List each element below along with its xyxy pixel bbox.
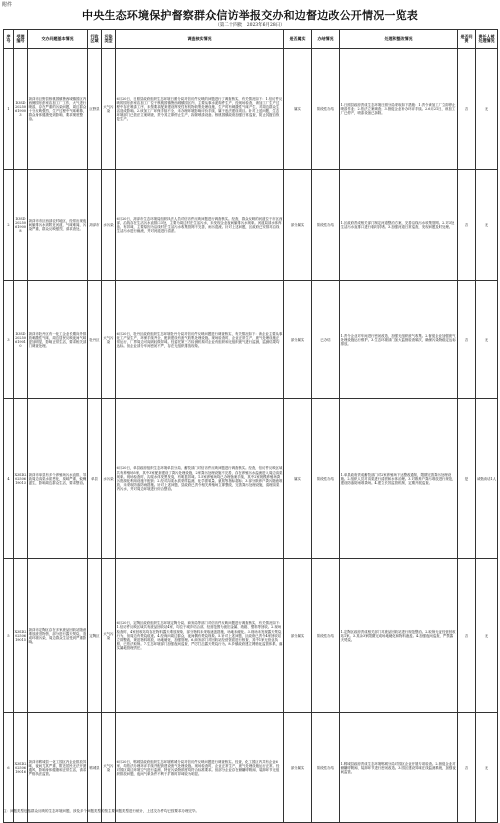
row-done: 已办结 <box>312 281 340 399</box>
row-survey: 6月20日，日照县政府组织生态环境日照分局对信访件反映的问题进行了调查核实，有关情况如下：1.信访件反映的园东彭家店加工厂位于核桃园镇鲁西城镇园区内，主要从事水泥构件生产，经现场检查，该加工厂生产过程中存在喷漆工序，未按要求配套建设挥发性有机物收集处理设施，生产时有刺激性气味产生，对周边群众生活造成影响。2.该加工厂环保手续不全，未办理环境影响评价手续，属于违法建设项目。针对上述问题，生态环境部门已依法立案调查，责令其立即停止生产，拆除喷漆设备。核桃园镇政府加强日常巡查，防止其擅自恢复生产。 <box>116 49 284 170</box>
row-area: 郓城县 <box>88 713 102 823</box>
row-person: 无 <box>476 559 498 713</box>
row-ptype: 大气污染 <box>102 559 116 713</box>
row-accountability: 否 <box>458 49 476 170</box>
table-row <box>4 713 498 823</box>
row-person: 无 <box>476 713 498 823</box>
row-handle: 1.郓城县政府责成生态环境郓城分局对园区企业开展专项检查。2.督促企业对储罐呼吸阀、装卸环节进行密闭改造。3.园区建设异味在线监测系统，加强夜间监管。 <box>340 713 458 823</box>
row-person: 诫勉谈话1人 <box>476 399 498 559</box>
col-header-area: 行政区域 <box>88 30 102 49</box>
row-true: 部分属实 <box>284 559 312 713</box>
row-id: X3SD20250619013 <box>14 399 28 559</box>
row-true: 部分属实 <box>284 713 312 823</box>
row-issue: 菏泽市市区西部农村地区，经常出现夜间偷排污水到附近河道，气味难闻，污染严重，群众反映强烈，请求查处。 <box>28 170 88 281</box>
attachment-tag: 附件 <box>2 2 13 8</box>
row-ptype: 大气污染 <box>102 49 116 170</box>
row-ptype: 水污染 <box>102 399 116 559</box>
col-header-true: 是否属实 <box>284 30 312 49</box>
table-row <box>4 559 498 713</box>
col-header-id: 受理编号 <box>14 30 28 49</box>
col-header-accountability: 是否问责 <box>458 30 476 49</box>
col-header-survey: 调查核实情况 <box>116 30 284 49</box>
row-ptype: 大气污染 <box>102 713 116 823</box>
row-ptype: 大气污染 <box>102 281 116 399</box>
row-handle: 1.区政府责成相关部门制定河道整治方案，完善沿线污水收集管网。2.对3处生活污水直排口进行临时封堵。3.加强河道日常巡查，发现问题及时处理。 <box>340 170 458 281</box>
row-id: D3SD20250619010 <box>14 281 28 399</box>
row-done: 阶段性办结 <box>312 713 340 823</box>
row-survey: 6月20日，定陶区政府组织生态环境定陶分局、商务局等部门对信访件反映问题进行调查核实，有关情况如下：1.信访件反映区域共有废品回收站4家，均位于城乡结合部，经营范围为废旧金属、纸箱、塑料等回收。2.现场检查时，4家回收站均存在物料露天堆放现象，部分物料未采取遮盖措施，场地未硬化。3.现场未发现露天焚烧行为，但周边有焚烧痕迹。4.经询问周边群众，夜间偶有焚烧现象。5.针对上述问题，区政府已责令4家回收站立即整改，规范物料堆放，场地硬化，加强管理。6.商务部门对回收站经营资质进行核查，其中1家无营业执照，已依法取缔。7.生态环境部门加强夜间巡查，严厉打击露天焚烧行为。8.乡镇政府建立网格化监管体系，落实属地管理责任。 <box>116 559 284 713</box>
row-id: X3SD20250619015 <box>14 559 28 713</box>
page-title: 中央生态环境保护督察群众信访举报交办和边督边改公开情况一览表 <box>82 9 418 22</box>
row-done: 阶段性办结 <box>312 559 340 713</box>
row-id: X3SD20250619016 <box>14 713 28 823</box>
row-person: 无 <box>476 170 498 281</box>
table-row <box>4 399 498 559</box>
col-header-type: 污染类型 <box>102 30 116 49</box>
row-true: 部分属实 <box>284 170 312 281</box>
row-area: 牡丹区 <box>88 281 102 399</box>
table-row <box>4 281 498 399</box>
table-header-row <box>4 30 498 49</box>
row-handle: 1.单县政府责成畜牧部门对2家养殖场下达整改通知，限期完善粪污处理设施。2.组织人员对沟渠进行清淤和水体治理。3.对散养户粪污堆放进行规范，建设防渗防雨堆粪场。4.建立长效监管机制，定期开展巡查。 <box>340 399 458 559</box>
row-issue: 菏泽市郓城县一化工园区内企业排放异味，夜间尤其严重，附近居民无法开窗通风，影响身体健康和正常生活，请求严格执法监管。 <box>28 713 88 823</box>
row-id: D3SD20250619008 <box>14 170 28 281</box>
footnote: 注：问题类型包括群众反映的生态环境问题，涉及多个问题类型的按主要问题类型进行统计，上述交办件均已按要求办理完毕。 <box>3 809 199 813</box>
row-area: 定陶区 <box>88 559 102 713</box>
row-survey: 6月20日，单县政府组织生态环境单县分局、畜牧部门对信访件反映问题进行调查核实。经查，信访件反映区域共有养殖场5家，其中3家配套建设了粪污处理设施，2家粪污处理设施不完善，存在养殖污水溢流进入周边沟渠现象。现场检查时，沟渠水体发黑发臭，有明显异味。1.5家养殖场均已办理备案手续，其中2家规模养殖场粪污资源化利用设施不配套；2.经对沟渠水质采样监测，化学需氧量、氨氮等指标超标；3.部分散养户粪污随意堆放，未采取防渗防雨措施。针对上述问题，县政府已责令相关养殖场立即整改，完善粪污处理设施，清理沟渠内污水，并对周边环境进行综合整治。 <box>116 399 284 559</box>
row-survey: 6月20日，菏泽市生态环境局组织执法人员对信访件反映问题进行调查核实。经查，群众反映的河道位于市区西部，沿线存在生活污水直排口3处，主要为周边村庄生活污水，未发现企业夜间偷排污水现象。河道局部水体浑浊、有异味，主要原因为沿线村庄生活污水收集管网不完善，雨污混流。针对上述问题，区政府已安排对沿线生活污水进行截流，并对河道进行清淤。 <box>116 170 284 281</box>
row-handle: 1.责令企业对车间进行密闭改造，加强无组织废气收集。2.督促企业加强废气处理设施运行维护。3.生态环境部门加大监督检查频次，确保污染物稳定达标排放。 <box>340 281 458 399</box>
row-no: 5 <box>4 559 14 713</box>
row-done: 阶段性办结 <box>312 399 340 559</box>
row-handle: 1.日照县政府责成生态环境日照分局采取如下措施：1.责令该加工厂立即停止喷漆作业；2.依法立案调查；3.督促企业补办环评手续。2.6月21日，该加工厂已停产，喷漆设备已拆除。 <box>340 49 458 170</box>
row-true: 属实 <box>284 49 312 170</box>
row-done: 阶段性办结 <box>312 170 340 281</box>
row-accountability: 否 <box>458 281 476 399</box>
row-person: 无 <box>476 281 498 399</box>
col-header-person: 责任人被处理情况 <box>476 30 498 49</box>
row-ptype: 水污染 <box>102 170 116 281</box>
row-no: 2 <box>4 170 14 281</box>
row-no: 3 <box>4 281 14 399</box>
row-accountability: 是 <box>458 399 476 559</box>
row-area: 巨野县 <box>88 49 102 170</box>
row-survey: 6月20日，牡丹区政府组织生态环境牡丹分局对信访件反映问题进行调查核实，有关情况如下：该企业主要从事化工产品生产，环保手续齐全，配套建设有废气收集处理设施。现场检查时，企业正常生产，废气处理设施正常运行，厂界周边可闻到轻微异味。经委托第三方检测机构对企业有组织和无组织废气进行监测，监测结果均达标。但企业部分车间密闭不严，存在无组织排放现象。 <box>116 281 284 399</box>
row-area: 菏泽市 <box>88 170 102 281</box>
table-row <box>4 170 498 281</box>
col-header-done: 办结情况 <box>312 30 340 49</box>
row-handle: 1.定陶区政府责成相关部门对废品回收站进行规范整治。2.取缔无证经营回收站1家。3.其余3家限期完成场地硬化和物料遮盖。4.加强夜间巡查，严禁露天焚烧。 <box>340 559 458 713</box>
row-true: 部分属实 <box>284 281 312 399</box>
col-header-no: 序号 <box>4 30 14 49</box>
complaints-table <box>3 29 498 823</box>
row-no: 4 <box>4 399 14 559</box>
col-header-issue: 交办问题基本情况 <box>28 30 88 49</box>
col-header-handle: 处理和整改情况 <box>340 30 458 49</box>
row-accountability: 否 <box>458 713 476 823</box>
row-issue: 菏泽市定陶区存在多家废品回收站随意堆放废旧物资，部分进行露天焚烧，造成环境污染，周边群众生活受到严重影响。 <box>28 559 88 713</box>
row-done: 阶段性办结 <box>312 49 340 170</box>
row-accountability: 否 <box>458 170 476 281</box>
row-id: D3SD20250619003 <box>14 49 28 170</box>
row-survey: 6月20日，郓城县政府组织生态环境郓城分局对信访件反映问题进行调查核实。经查，化工园区内共有企业6家，均依法办理环评手续并配套建设废气处理设施。现场检查时，企业正常生产，废气处理设施运行正常。经对园区周边环境空气进行监测，特征污染物浓度均符合标准要求。但部分企业存在储罐呼吸阀、装卸环节无组织排放问题，夜间气象条件不利于扩散时异味较为明显。 <box>116 713 284 823</box>
row-person: 无 <box>476 49 498 170</box>
row-issue: 菏泽市牡丹区有一化工企业长期向外排放刺激性气味，周边居民反映夜间气味更加明显，影响正常生活，要求相关部门调查处理。 <box>28 281 88 399</box>
row-no: 1 <box>4 49 14 170</box>
row-area: 单县 <box>88 399 102 559</box>
row-issue: 菏泽市单县有多个养殖场污水直排，导致周边沟渠水质恶化，臭味严重，蚊蝇滋生，影响周边群众生活，要求整治。 <box>28 399 88 559</box>
table-row <box>4 49 498 170</box>
row-issue: 菏泽市巨野县核桃园镇鲁西城镇园区内西侧园东彭家店加工厂工作，大气进行喷漆，存在严重的污染问题，周边群众十分反映强烈，生产过程中气味刺鼻，群众身体健康受到影响，要求彻底整治。 <box>28 49 88 170</box>
row-no: 6 <box>4 713 14 823</box>
row-true: 属实 <box>284 399 312 559</box>
row-accountability: 否 <box>458 559 476 713</box>
page-subtitle: （第二十四批 2023年6月28日） <box>215 23 285 28</box>
